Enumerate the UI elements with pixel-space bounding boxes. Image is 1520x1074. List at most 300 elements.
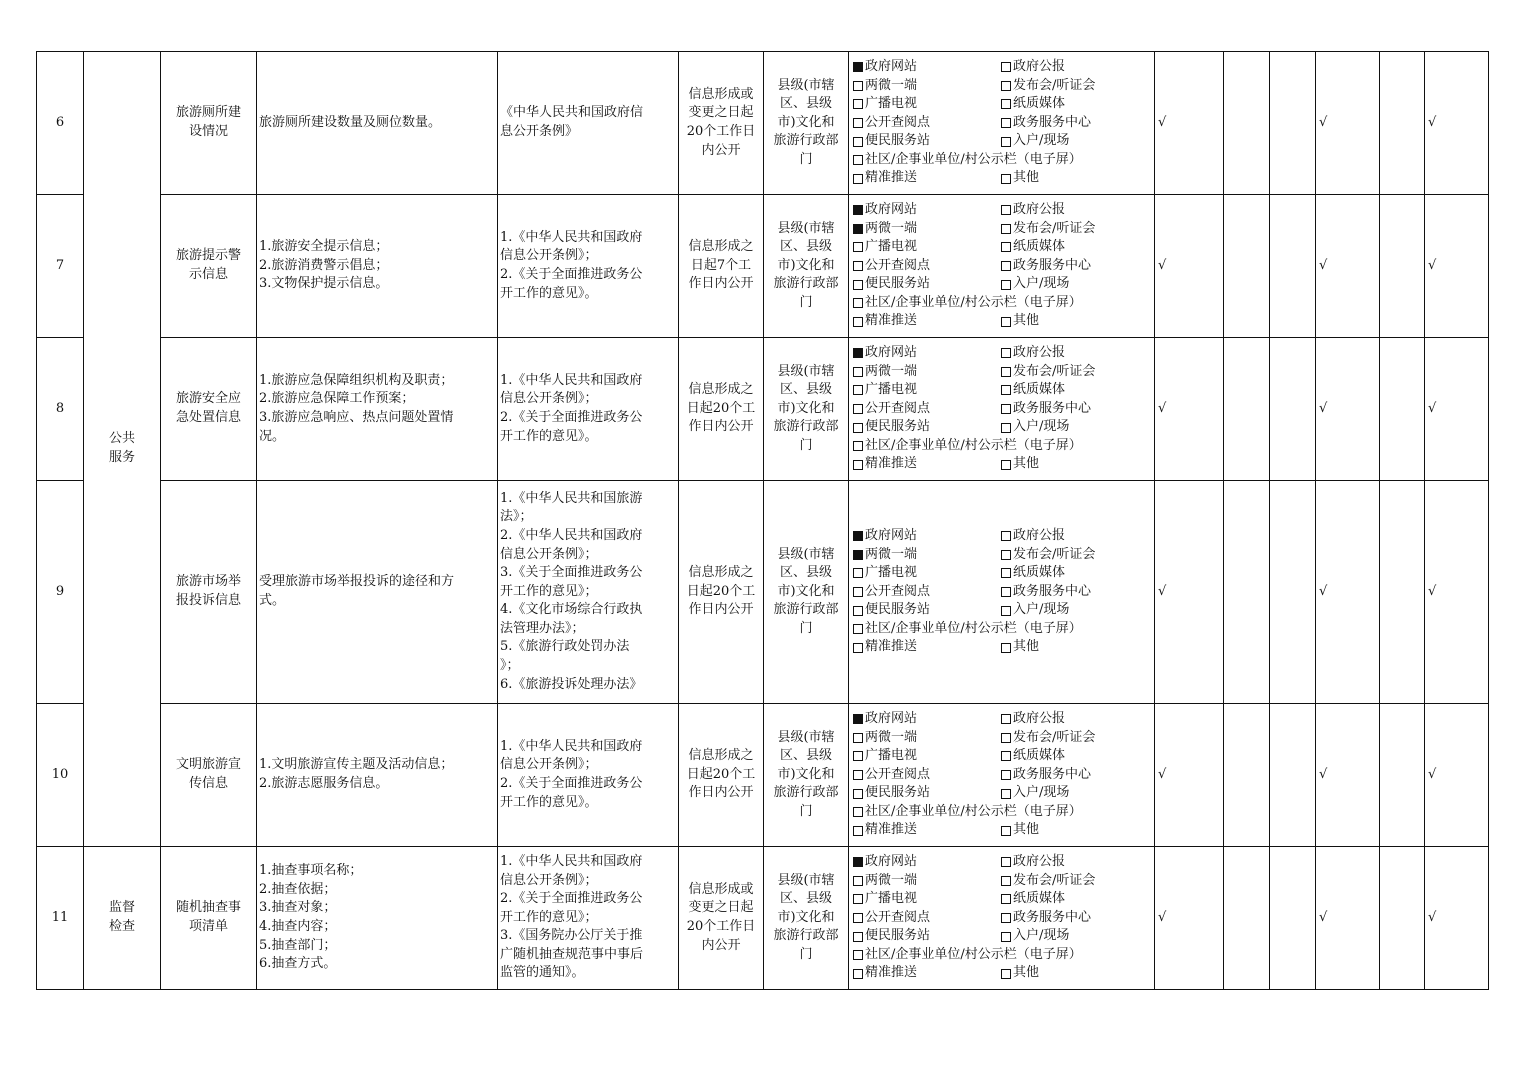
checkbox-icon[interactable] <box>853 404 863 414</box>
text-line: 2.《中华人民共和国政府 <box>500 527 643 543</box>
channel-option[interactable] <box>1001 363 1152 382</box>
channel-option-label: 入户/现场 <box>1013 785 1070 801</box>
checkbox-icon[interactable] <box>1001 205 1011 215</box>
channel-option-label: 公开查阅点 <box>865 114 931 130</box>
channel-option[interactable] <box>1001 784 1152 803</box>
time-limit-cell <box>679 195 764 338</box>
channel-option-label: 发布会/听证会 <box>1013 77 1096 93</box>
checkbox-icon[interactable] <box>1001 568 1011 578</box>
channel-option[interactable] <box>853 784 1001 803</box>
channel-option-label: 政务服务中心 <box>1013 583 1092 599</box>
check-mark: √ <box>1428 583 1437 599</box>
checkbox-icon[interactable] <box>1001 826 1011 836</box>
channel-option[interactable] <box>853 257 1001 276</box>
channel-option[interactable] <box>853 909 1001 928</box>
time-limit-cell <box>679 338 764 481</box>
channel-option[interactable] <box>853 583 1001 602</box>
channel-option[interactable] <box>1001 257 1152 276</box>
channel-option[interactable] <box>1001 312 1152 331</box>
channel-option-label: 政府公报 <box>1013 344 1066 360</box>
checkbox-icon[interactable] <box>853 155 863 165</box>
channel-option-label: 入户/现场 <box>1013 928 1070 944</box>
checkbox-icon[interactable] <box>853 460 863 470</box>
channel-option-label: 精准推送 <box>865 170 918 186</box>
category-label: 公共服务 <box>108 431 135 465</box>
channel-option-label: 社区/企事业单位/村公示栏（电子屏） <box>865 620 1082 636</box>
channel-cell <box>849 481 1155 704</box>
channel-option-label: 两微一端 <box>865 729 918 745</box>
channel-option[interactable] <box>853 803 1152 822</box>
channel-option-label: 发布会/听证会 <box>1013 363 1096 379</box>
text-line: 信息公开条例》； <box>500 248 598 264</box>
channel-option[interactable] <box>1001 729 1152 748</box>
channel-option[interactable] <box>853 890 1001 909</box>
checkbox-icon[interactable] <box>1001 932 1011 942</box>
checkbox-icon[interactable] <box>853 733 863 743</box>
text-line: 2.《关于全面推进政务公 <box>500 267 643 282</box>
tick-cell <box>1316 704 1380 847</box>
text-line: 1.旅游应急保障组织机构及职责； <box>259 372 454 388</box>
checkbox-icon[interactable] <box>853 876 863 886</box>
text-line: 区、县级 <box>779 239 832 255</box>
channel-option[interactable] <box>1001 601 1152 620</box>
table-row <box>37 704 1489 847</box>
row-number: 10 <box>37 704 84 847</box>
channel-option[interactable] <box>853 201 1001 220</box>
checkbox-icon[interactable] <box>853 423 863 433</box>
checkbox-icon[interactable] <box>1001 348 1011 358</box>
channel-option-label: 便民服务站 <box>865 133 931 149</box>
channel-option[interactable] <box>1001 527 1152 546</box>
channel-option[interactable] <box>853 132 1001 151</box>
channel-option[interactable] <box>853 601 1001 620</box>
text-line: 内公开 <box>701 142 741 158</box>
checkbox-icon[interactable] <box>853 913 863 923</box>
channel-option-label: 入户/现场 <box>1013 276 1070 292</box>
channel-option[interactable] <box>853 418 1001 437</box>
checkbox-icon[interactable] <box>1001 224 1011 234</box>
checkbox-icon[interactable] <box>853 969 863 979</box>
checkbox-icon[interactable] <box>853 261 863 271</box>
checkbox-icon[interactable] <box>853 99 863 109</box>
channel-option[interactable] <box>853 381 1001 400</box>
channel-option-label: 其他 <box>1013 170 1040 186</box>
channel-option[interactable] <box>853 400 1001 419</box>
tick-cell <box>1425 704 1489 847</box>
channel-option[interactable] <box>853 747 1001 766</box>
empty-cell <box>1380 338 1425 481</box>
text-line: 日起20个工 <box>686 766 756 782</box>
table-row <box>37 195 1489 338</box>
text-line: 县级(市辖 <box>777 77 835 93</box>
tick-cell <box>1155 195 1224 338</box>
tick-cell <box>1155 704 1224 847</box>
channel-options <box>853 201 1152 331</box>
channel-option-label: 广播电视 <box>865 891 918 907</box>
checkbox-icon[interactable] <box>1001 118 1011 128</box>
checkbox-icon[interactable] <box>853 770 863 780</box>
checkbox-icon[interactable] <box>1001 62 1011 72</box>
empty-cell <box>1224 195 1270 338</box>
checkbox-icon[interactable] <box>853 280 863 290</box>
text-line: 门 <box>799 803 813 819</box>
channel-option[interactable] <box>853 872 1001 891</box>
checkbox-icon[interactable] <box>1001 385 1011 395</box>
text-line: 广随机抽查规范事中事后 <box>500 946 644 962</box>
channel-option[interactable] <box>853 821 1001 840</box>
channel-option-label: 公开查阅点 <box>865 257 931 273</box>
text-line: 随机抽查事 <box>175 900 241 916</box>
table-row <box>37 338 1489 481</box>
text-line: 区、县级 <box>779 565 832 581</box>
channel-option[interactable] <box>853 294 1152 313</box>
text-line: 1.《中华人民共和国政府 <box>500 372 643 388</box>
channel-option-label: 政府公报 <box>1013 201 1066 217</box>
channel-option[interactable] <box>853 964 1001 983</box>
checkbox-icon[interactable] <box>853 348 863 358</box>
text-line: 4.《文化市场综合行政执 <box>500 602 643 618</box>
text-line: 急处置信息 <box>175 410 241 425</box>
tick-cell <box>1316 52 1380 195</box>
channel-option[interactable] <box>853 927 1001 946</box>
checkbox-icon[interactable] <box>853 137 863 147</box>
channel-option-label: 入户/现场 <box>1013 602 1070 618</box>
checkbox-icon[interactable] <box>853 932 863 942</box>
channel-option-label: 两微一端 <box>865 872 918 888</box>
checkbox-icon[interactable] <box>853 857 863 867</box>
text-line: 监管的通知》。 <box>500 965 585 981</box>
channel-option-label: 精准推送 <box>865 822 918 838</box>
checkbox-icon[interactable] <box>1001 404 1011 414</box>
checkbox-icon[interactable] <box>1001 857 1011 867</box>
empty-cell <box>1224 704 1270 847</box>
text-line: 信息形成之 <box>688 239 754 255</box>
checkbox-icon[interactable] <box>1001 531 1011 541</box>
text-line: 旅游行政部 <box>773 928 839 944</box>
checkbox-icon[interactable] <box>853 894 863 904</box>
checkbox-icon[interactable] <box>853 531 863 541</box>
text-line: 区、县级 <box>779 748 832 764</box>
channel-option[interactable] <box>853 114 1001 133</box>
text-line: 县级(市辖 <box>777 220 835 236</box>
channel-option-label: 社区/企事业单位/村公示栏（电子屏） <box>865 803 1082 819</box>
empty-cell <box>1270 338 1316 481</box>
tick-cell <box>1316 847 1380 990</box>
empty-cell <box>1270 704 1316 847</box>
tick-cell <box>1316 195 1380 338</box>
channel-option[interactable] <box>853 638 1001 657</box>
channel-option[interactable] <box>1001 455 1152 474</box>
channel-option[interactable] <box>1001 95 1152 114</box>
checkbox-icon[interactable] <box>853 441 863 451</box>
channel-option-label: 其他 <box>1013 639 1040 655</box>
subject-cell <box>764 52 849 195</box>
checkbox-icon[interactable] <box>1001 460 1011 470</box>
channel-option[interactable] <box>1001 853 1152 872</box>
channel-option-label: 发布会/听证会 <box>1013 872 1096 888</box>
checkbox-icon[interactable] <box>1001 606 1011 616</box>
checkbox-icon[interactable] <box>853 174 863 184</box>
text-line: 4.抽查内容； <box>259 919 337 934</box>
check-mark: √ <box>1158 766 1167 782</box>
channel-option[interactable] <box>1001 169 1152 188</box>
check-mark: √ <box>1319 257 1328 273</box>
empty-cell <box>1380 52 1425 195</box>
channel-option[interactable] <box>1001 710 1152 729</box>
text-line: 3.旅游应急响应、热点问题处置情 <box>259 410 454 425</box>
tick-cell <box>1425 338 1489 481</box>
check-mark: √ <box>1428 766 1437 782</box>
text-line: 2.《关于全面推进政务公 <box>500 776 643 791</box>
channel-option[interactable] <box>853 95 1001 114</box>
channel-option[interactable] <box>853 853 1001 872</box>
subject-cell <box>764 195 849 338</box>
channel-option[interactable] <box>853 437 1152 456</box>
channel-option-label: 其他 <box>1013 822 1040 838</box>
channel-option[interactable] <box>1001 766 1152 785</box>
channel-option[interactable] <box>1001 747 1152 766</box>
checkbox-icon[interactable] <box>853 807 863 817</box>
checkbox-icon[interactable] <box>1001 174 1011 184</box>
channel-option[interactable] <box>1001 381 1152 400</box>
channel-option[interactable] <box>853 455 1001 474</box>
channel-option-label: 政府网站 <box>865 853 918 869</box>
text-line: 旅游厕所建设数量及厕位数量。 <box>259 114 442 130</box>
checkbox-icon[interactable] <box>1001 733 1011 743</box>
checkbox-icon[interactable] <box>853 81 863 91</box>
empty-cell <box>1380 195 1425 338</box>
channel-option[interactable] <box>853 729 1001 748</box>
channel-option-label: 其他 <box>1013 456 1040 472</box>
text-line: 门 <box>799 294 813 310</box>
checkbox-icon[interactable] <box>853 568 863 578</box>
checkbox-icon[interactable] <box>1001 714 1011 724</box>
channel-option[interactable] <box>1001 400 1152 419</box>
text-line: 区、县级 <box>779 382 832 398</box>
channel-option[interactable] <box>853 312 1001 331</box>
text-line: 市)文化和 <box>777 400 835 416</box>
channel-option-label: 政务服务中心 <box>1013 114 1092 130</box>
text-line: 文明旅游宣 <box>175 757 241 773</box>
checkbox-icon[interactable] <box>853 643 863 653</box>
empty-cell <box>1224 847 1270 990</box>
text-line: 内公开 <box>701 937 741 953</box>
subject-cell <box>764 338 849 481</box>
checkbox-icon[interactable] <box>853 606 863 616</box>
checkbox-icon[interactable] <box>853 298 863 308</box>
text-line: 开工作的意见》。 <box>500 794 598 810</box>
check-mark: √ <box>1319 766 1328 782</box>
text-line: 区、县级 <box>779 96 832 112</box>
checkbox-icon[interactable] <box>853 205 863 215</box>
channel-option-label: 公开查阅点 <box>865 400 931 416</box>
subject-cell <box>764 704 849 847</box>
checkbox-icon[interactable] <box>853 62 863 72</box>
empty-cell <box>1380 704 1425 847</box>
text-line: 式。 <box>259 593 286 608</box>
checkbox-icon[interactable] <box>1001 280 1011 290</box>
channel-options <box>853 344 1152 474</box>
content-cell <box>257 481 498 704</box>
checkbox-icon[interactable] <box>1001 770 1011 780</box>
text-line: 旅游行政部 <box>773 276 839 292</box>
channel-option-label: 广播电视 <box>865 96 918 112</box>
content-cell <box>257 195 498 338</box>
channel-option[interactable] <box>853 344 1001 363</box>
checkbox-icon[interactable] <box>853 317 863 327</box>
channel-option[interactable] <box>853 58 1001 77</box>
channel-option[interactable] <box>1001 58 1152 77</box>
channel-option[interactable] <box>853 169 1001 188</box>
channel-option-label: 公开查阅点 <box>865 766 931 782</box>
checkbox-icon[interactable] <box>853 751 863 761</box>
checkbox-icon[interactable] <box>853 242 863 252</box>
text-line: 信息公开条例》； <box>500 391 598 407</box>
channel-option-label: 政府公报 <box>1013 527 1066 543</box>
channel-option[interactable] <box>1001 275 1152 294</box>
checkbox-icon[interactable] <box>853 950 863 960</box>
checkbox-icon[interactable] <box>1001 587 1011 597</box>
checkbox-icon[interactable] <box>1001 969 1011 979</box>
channel-option[interactable] <box>1001 890 1152 909</box>
checkbox-icon[interactable] <box>1001 242 1011 252</box>
checkbox-icon[interactable] <box>1001 550 1011 560</box>
checkbox-icon[interactable] <box>1001 317 1011 327</box>
channel-option[interactable] <box>853 527 1001 546</box>
text-line: 市)文化和 <box>777 257 835 273</box>
checkbox-icon[interactable] <box>1001 99 1011 109</box>
checkbox-icon[interactable] <box>1001 913 1011 923</box>
channel-option[interactable] <box>1001 872 1152 891</box>
basis-cell <box>498 704 679 847</box>
channel-option[interactable] <box>1001 77 1152 96</box>
channel-cell <box>849 338 1155 481</box>
channel-option[interactable] <box>853 363 1001 382</box>
checkbox-icon[interactable] <box>853 714 863 724</box>
tick-cell <box>1155 338 1224 481</box>
checkbox-icon[interactable] <box>853 367 863 377</box>
tick-cell <box>1316 481 1380 704</box>
channel-option[interactable] <box>1001 546 1152 565</box>
checkbox-icon[interactable] <box>853 550 863 560</box>
checkbox-icon[interactable] <box>853 118 863 128</box>
channel-option[interactable] <box>1001 964 1152 983</box>
channel-option[interactable] <box>1001 564 1152 583</box>
text-line: 作日内公开 <box>688 419 754 435</box>
channel-option[interactable] <box>1001 238 1152 257</box>
text-line: 区、县级 <box>779 891 832 907</box>
checkbox-icon[interactable] <box>1001 751 1011 761</box>
checkbox-icon[interactable] <box>1001 423 1011 433</box>
check-mark: √ <box>1428 114 1437 130</box>
checkbox-icon[interactable] <box>853 587 863 597</box>
table-row <box>37 52 1489 195</box>
channel-option-label: 便民服务站 <box>865 419 931 435</box>
channel-option[interactable] <box>1001 418 1152 437</box>
empty-cell <box>1270 847 1316 990</box>
channel-option-label: 其他 <box>1013 313 1040 329</box>
channel-option[interactable] <box>1001 220 1152 239</box>
text-line: 开工作的意见》。 <box>500 285 598 301</box>
row-number: 9 <box>37 481 84 704</box>
channel-option[interactable] <box>853 766 1001 785</box>
text-line: 信息形成之 <box>688 382 754 398</box>
checkbox-icon[interactable] <box>853 224 863 234</box>
basis-cell <box>498 481 679 704</box>
text-line: 1.《中华人民共和国政府 <box>500 229 643 245</box>
channel-option-label: 政府公报 <box>1013 710 1066 726</box>
channel-option[interactable] <box>853 710 1001 729</box>
channel-option[interactable] <box>1001 344 1152 363</box>
channel-option[interactable] <box>1001 114 1152 133</box>
text-line: 信息形成或 <box>688 881 754 897</box>
checkbox-icon[interactable] <box>853 385 863 395</box>
empty-cell <box>1270 195 1316 338</box>
empty-cell <box>1224 52 1270 195</box>
channel-option[interactable] <box>1001 909 1152 928</box>
checkbox-icon[interactable] <box>1001 367 1011 377</box>
channel-option[interactable] <box>853 946 1152 965</box>
text-line: 门 <box>799 946 813 962</box>
channel-option[interactable] <box>1001 821 1152 840</box>
channel-option[interactable] <box>1001 927 1152 946</box>
row-number: 7 <box>37 195 84 338</box>
text-line: 市)文化和 <box>777 909 835 925</box>
checkbox-icon[interactable] <box>1001 789 1011 799</box>
channel-option[interactable] <box>1001 201 1152 220</box>
channel-option[interactable] <box>853 220 1001 239</box>
text-line: 2.旅游消费警示倡息； <box>259 257 389 273</box>
text-line: 2.旅游志愿服务信息。 <box>259 776 389 791</box>
channel-option[interactable] <box>853 77 1001 96</box>
channel-option-label: 广播电视 <box>865 382 918 398</box>
checkbox-icon[interactable] <box>1001 643 1011 653</box>
channel-option[interactable] <box>853 275 1001 294</box>
text-line: 2.旅游应急保障工作预案； <box>259 391 415 407</box>
channel-option[interactable] <box>853 238 1001 257</box>
disclosure-table <box>36 51 1489 990</box>
table-row <box>37 481 1489 704</box>
checkbox-icon[interactable] <box>853 789 863 799</box>
text-line: 市)文化和 <box>777 114 835 130</box>
checkbox-icon[interactable] <box>1001 261 1011 271</box>
channel-option[interactable] <box>1001 583 1152 602</box>
channel-option[interactable] <box>853 151 1152 170</box>
item-name <box>161 338 257 481</box>
channel-option[interactable] <box>853 546 1001 565</box>
channel-option[interactable] <box>1001 132 1152 151</box>
item-name <box>161 52 257 195</box>
text-line: 3.文物保护提示信息。 <box>259 276 389 292</box>
channel-option-label: 纸质媒体 <box>1013 748 1066 764</box>
channel-options <box>853 527 1152 657</box>
checkbox-icon[interactable] <box>1001 894 1011 904</box>
checkbox-icon[interactable] <box>853 826 863 836</box>
text-line: 日起7个工 <box>690 257 752 273</box>
checkbox-icon[interactable] <box>1001 81 1011 91</box>
text-line: 信息形成或 <box>688 86 754 102</box>
channel-option-label: 纸质媒体 <box>1013 96 1066 112</box>
check-mark: √ <box>1319 909 1328 925</box>
checkbox-icon[interactable] <box>1001 137 1011 147</box>
text-line: 1.文明旅游宣传主题及活动信息； <box>259 757 454 773</box>
channel-option-label: 纸质媒体 <box>1013 382 1066 398</box>
checkbox-icon[interactable] <box>853 624 863 634</box>
channel-option[interactable] <box>853 564 1001 583</box>
channel-option[interactable] <box>853 620 1152 639</box>
checkbox-icon[interactable] <box>1001 876 1011 886</box>
channel-option[interactable] <box>1001 638 1152 657</box>
